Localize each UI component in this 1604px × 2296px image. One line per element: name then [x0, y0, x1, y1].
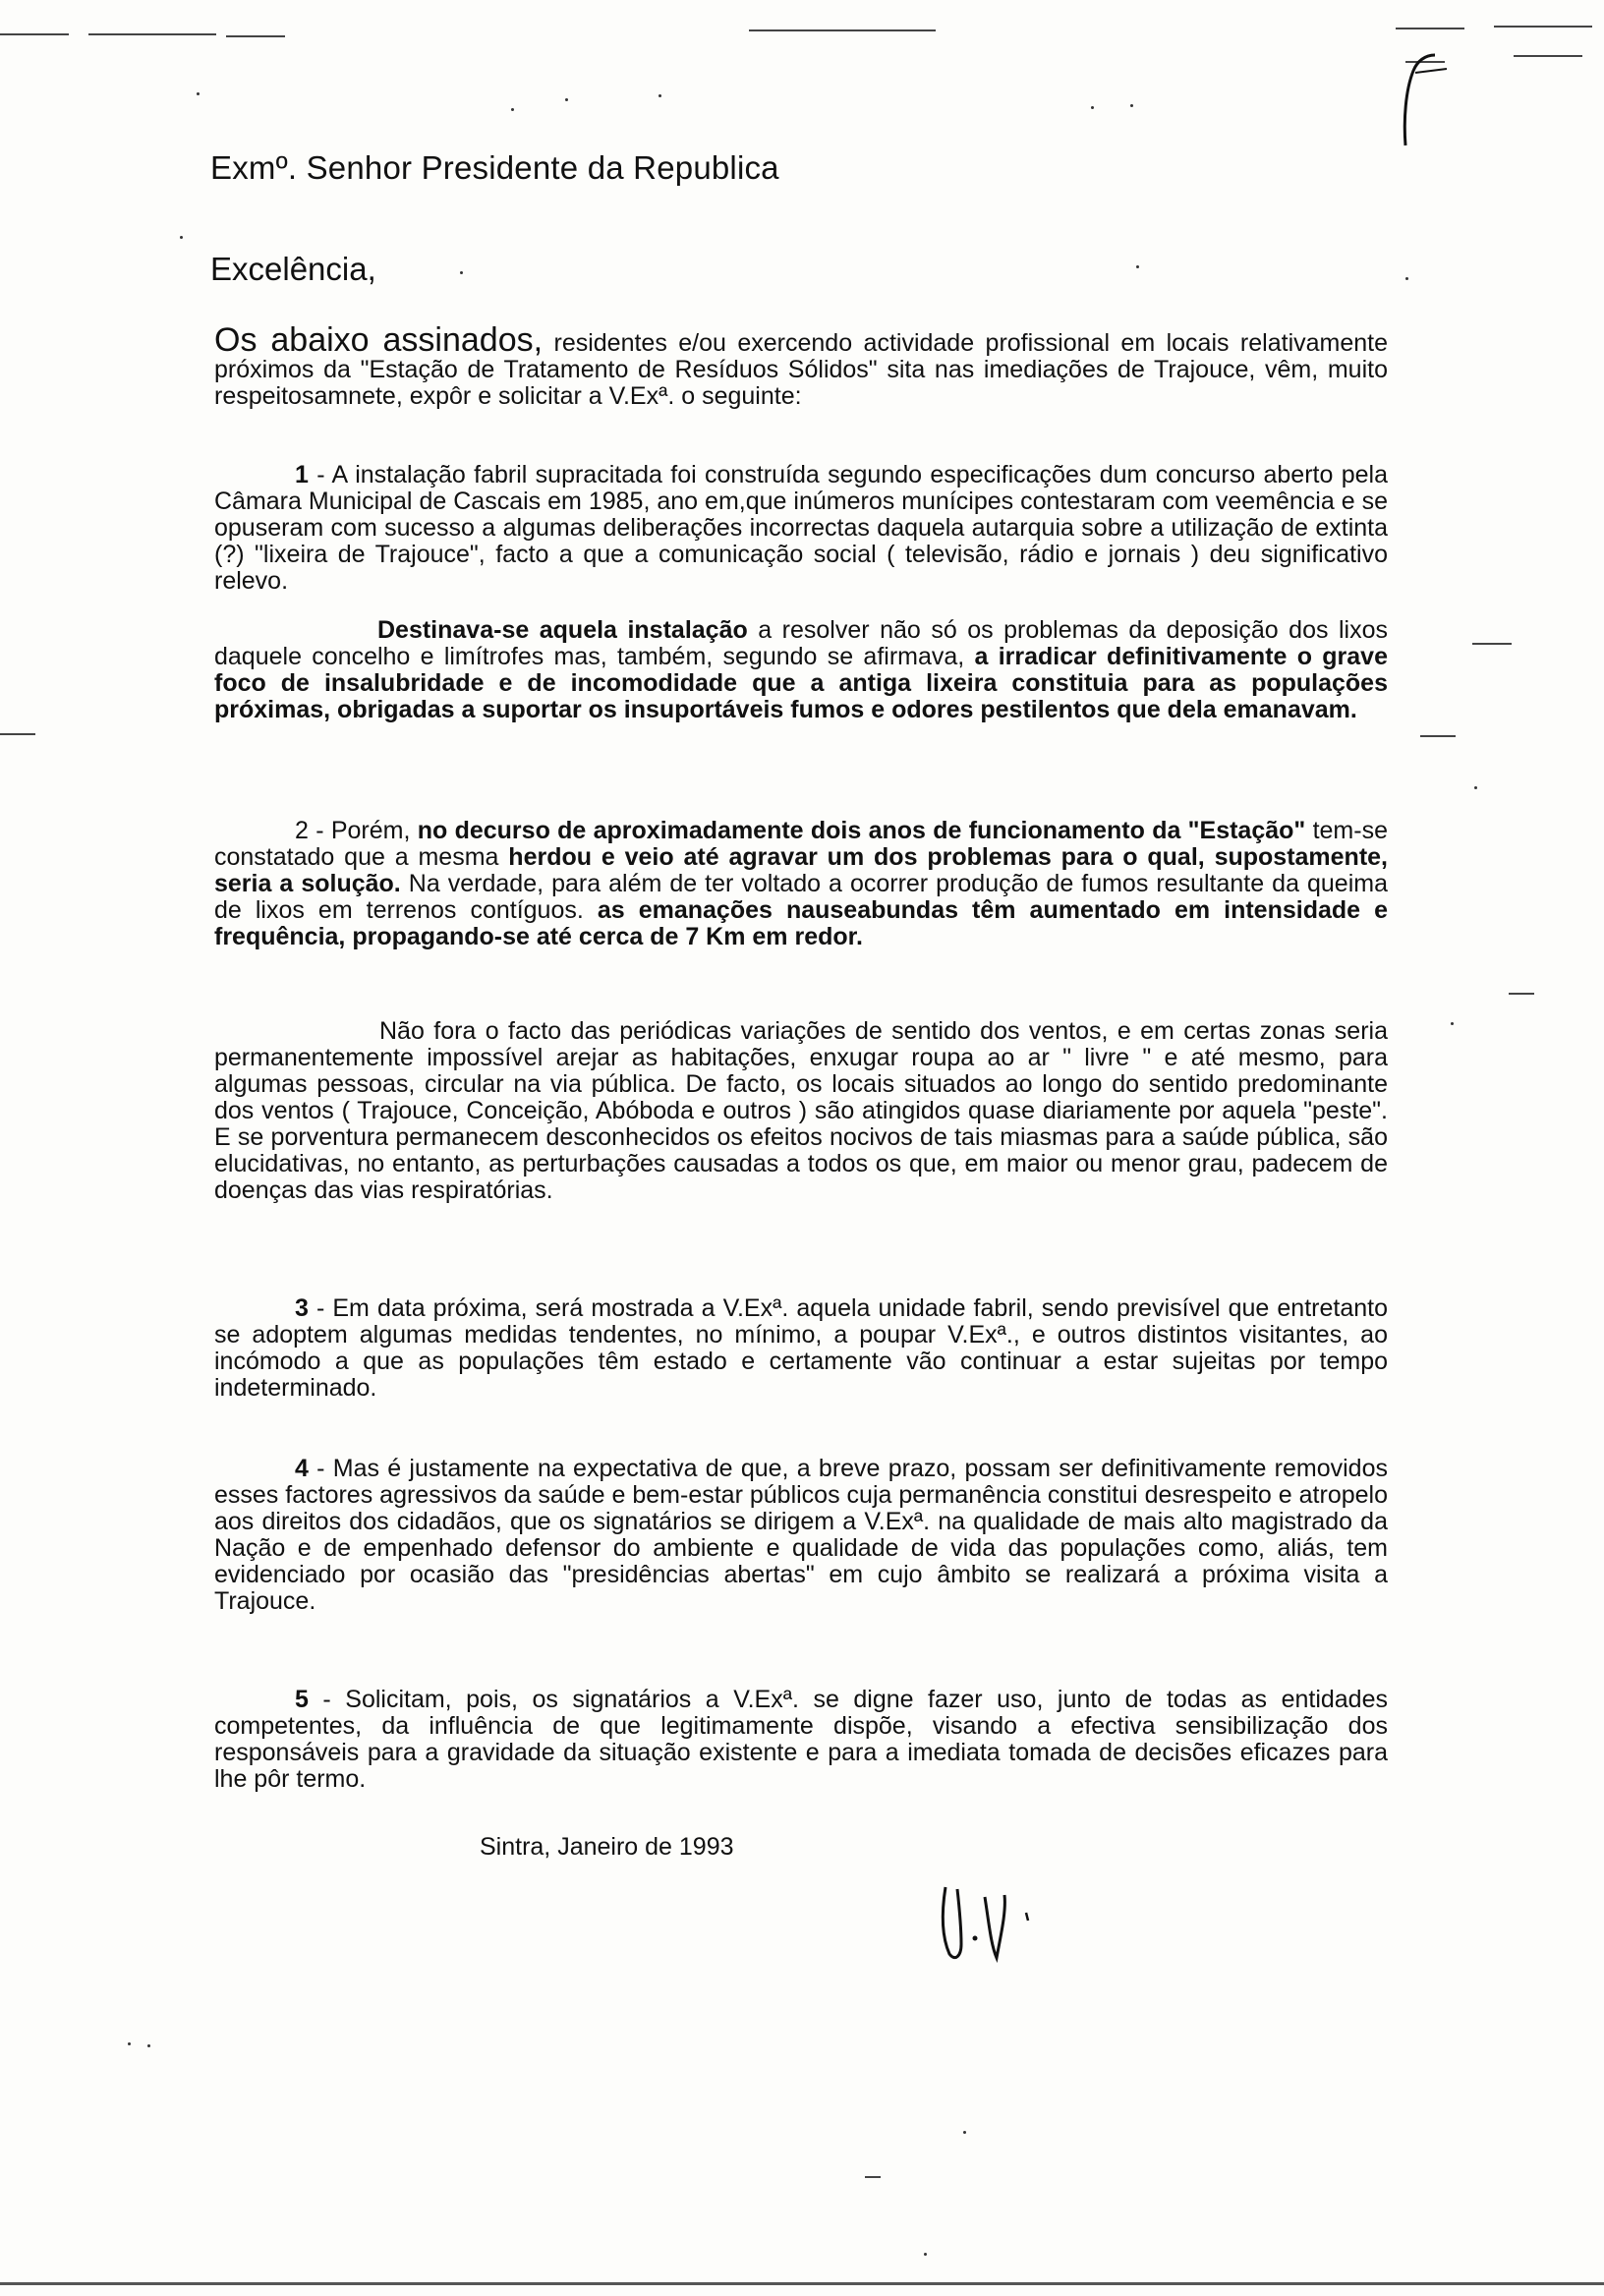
- greeting: Excelência,: [210, 251, 376, 287]
- scan-artifact: [1494, 26, 1592, 28]
- scan-speck: [197, 92, 200, 95]
- paragraph-text: - Solicitam, pois, os signatários a V.Exª. se digne fazer uso, junto de todas as entidades competentes, da influência de que legitimamente dispõe, visando a efectiva sensibilização dos responsáveis para a gravidade da situação existente e para a imediata tomada de decisões eficazes para lhe pôr termo.: [214, 1686, 1388, 1793]
- scan-speck: [1136, 265, 1139, 268]
- paragraph-bold: a irradicar definitivamente o grave foco de insalubridade e de incomodidade que a antiga lixeira constituia para as populações próximas, obrigadas a suportar os insuportáveis fumos e odores pestilentos que dela emanavam.: [214, 643, 1388, 723]
- scan-speck: [1091, 106, 1094, 109]
- corner-handwritten-mark: [1376, 51, 1514, 149]
- paragraph-number: 2: [295, 817, 309, 844]
- paragraph-text: - A instalação fabril supracitada foi construída segundo especificações dum concurso aberto pela Câmara Municipal de Cascais em 1985, ano em,que inúmeros munícipes contestaram com veemência e se opuseram com sucesso a algumas deliberações incorrectas daquela autarquia sobre a utilização de extinta (?) "lixeira de Trajouce", facto a que a comunicação social ( televisão, rádio e jornais ) deu significativo relevo.: [214, 461, 1388, 595]
- scan-artifact: [749, 29, 936, 31]
- scan-artifact: [0, 733, 35, 735]
- intro-paragraph: [214, 321, 1389, 410]
- paragraph-text: Não fora o facto das periódicas variações de sentido dos ventos, e em certas zonas seria permanentemente impossível arejar as habitações, enxugar roupa ao ar " livre " e até mesmo, para algumas pessoas, circular na via pública. De facto, os locais situados ao longo do sentido predominante dos ventos ( Trajouce, Conceição, Abóboda e outros ) são atingidos quase diariamente por aquela "peste". E se porventura permanecem desconhecidos os efeitos nocivos de tais miasmas para a saúde pública, são elucidativas, no entanto, as perturbações causadas a todos os que, em maior ou menor grau, padecem de doenças das vias respiratórias.: [214, 1017, 1388, 1204]
- scan-artifact: [1514, 55, 1582, 57]
- paragraph-2-continuation: [214, 1018, 1388, 1204]
- paragraph-1-continuation: [214, 617, 1388, 723]
- paragraph-text: - Mas é justamente na expectativa de que, a breve prazo, possam ser definitivamente removidos esses factores agressivos da saúde e bem-estar públicos cuja permanência constitui desrespeito e atropelo aos direitos dos cidadãos, que os signatários se dirigem a V.Exª. na qualidade de mais alto magistrado da Nação e de empenhado defensor do ambiente e qualidade de vida das populações como, aliás, tem evidenciado por ocasião das "presidências abertas" em cujo âmbito se realizará a próxima visita a Trajouce.: [214, 1455, 1388, 1615]
- paragraph-number: 4: [295, 1455, 309, 1482]
- scan-speck: [963, 2131, 966, 2134]
- paragraph-bold: herdou e veio até agravar um dos problemas para o qual, supostamente, seria a solução.: [214, 843, 1388, 897]
- scan-speck: [659, 94, 661, 97]
- scan-speck: [924, 2253, 927, 2256]
- scan-artifact: [865, 2176, 881, 2178]
- scan-artifact: [0, 33, 69, 35]
- paragraph-text: - Em data próxima, será mostrada a V.Exª. aquela unidade fabril, sendo previsível que entretanto se adoptem algumas medidas tendentes, no mínimo, a poupar V.Exª., e outros distintos visitantes, ao incómodo a que as populações têm estado e certamente vão continuar a estar sujeitas por tempo indeterminado.: [214, 1294, 1388, 1402]
- paragraph-text: Na verdade, para além de ter voltado a ocorrer produção de fumos resultante da queima de lixos em terrenos contíguos.: [214, 870, 1388, 924]
- intro-text: residentes e/ou exercendo actividade profissional em locais relativamente próximos da "Estação de Tratamento de Resíduos Sólidos" sita nas imediações de Trajouce, vêm, muito respeitosamnete, expôr e solicitar a V.Exª. o seguinte:: [214, 329, 1389, 410]
- scan-speck: [147, 2044, 150, 2047]
- salutation: Exmº. Senhor Presidente da Republica: [210, 149, 779, 186]
- scan-speck: [1405, 277, 1408, 280]
- paragraph-number: 1: [295, 461, 309, 488]
- scan-artifact: [88, 33, 216, 35]
- scan-speck: [460, 271, 463, 274]
- scan-bottom-edge: [0, 2282, 1604, 2285]
- paragraph-number: 5: [295, 1686, 309, 1713]
- scan-artifact: [226, 35, 285, 37]
- date-line: Sintra, Janeiro de 1993: [480, 1833, 734, 1861]
- scan-speck: [1474, 786, 1477, 789]
- scan-artifact: [1420, 735, 1456, 737]
- paragraph-bold: no decurso de aproximadamente dois anos de funcionamento da "Estação": [417, 817, 1306, 844]
- paragraph-1: [214, 462, 1388, 595]
- paragraph-bold: Destinava-se aquela instalação: [377, 616, 748, 644]
- scan-speck: [128, 2042, 131, 2045]
- paragraph-5: [214, 1687, 1388, 1793]
- intro-lead: Os abaixo assinados,: [214, 321, 544, 359]
- paragraph-text: a resolver não só os problemas da deposição dos lixos daquele concelho e limítrofes mas, também, segundo se afirmava,: [214, 616, 1388, 670]
- paragraph-text: - Porém,: [308, 817, 418, 844]
- paragraph-3: [214, 1295, 1388, 1402]
- scan-artifact: [1509, 993, 1534, 995]
- scan-artifact: [1396, 28, 1464, 29]
- paragraph-text: tem-se constatado que a mesma: [214, 817, 1388, 871]
- paragraph-2: [214, 818, 1388, 950]
- scan-speck: [565, 98, 568, 101]
- scan-speck: [511, 108, 514, 111]
- scan-speck: [180, 236, 183, 239]
- scan-artifact: [1472, 643, 1512, 645]
- scan-speck: [1130, 104, 1133, 107]
- paragraph-bold: as emanações nauseabundas têm aumentado em intensidade e frequência, propagando-se até cerca de 7 Km em redor.: [214, 896, 1388, 950]
- paragraph-4: [214, 1456, 1388, 1615]
- scan-speck: [1451, 1022, 1454, 1025]
- handwritten-signature: [902, 1867, 1099, 1976]
- paragraph-number: 3: [295, 1294, 309, 1322]
